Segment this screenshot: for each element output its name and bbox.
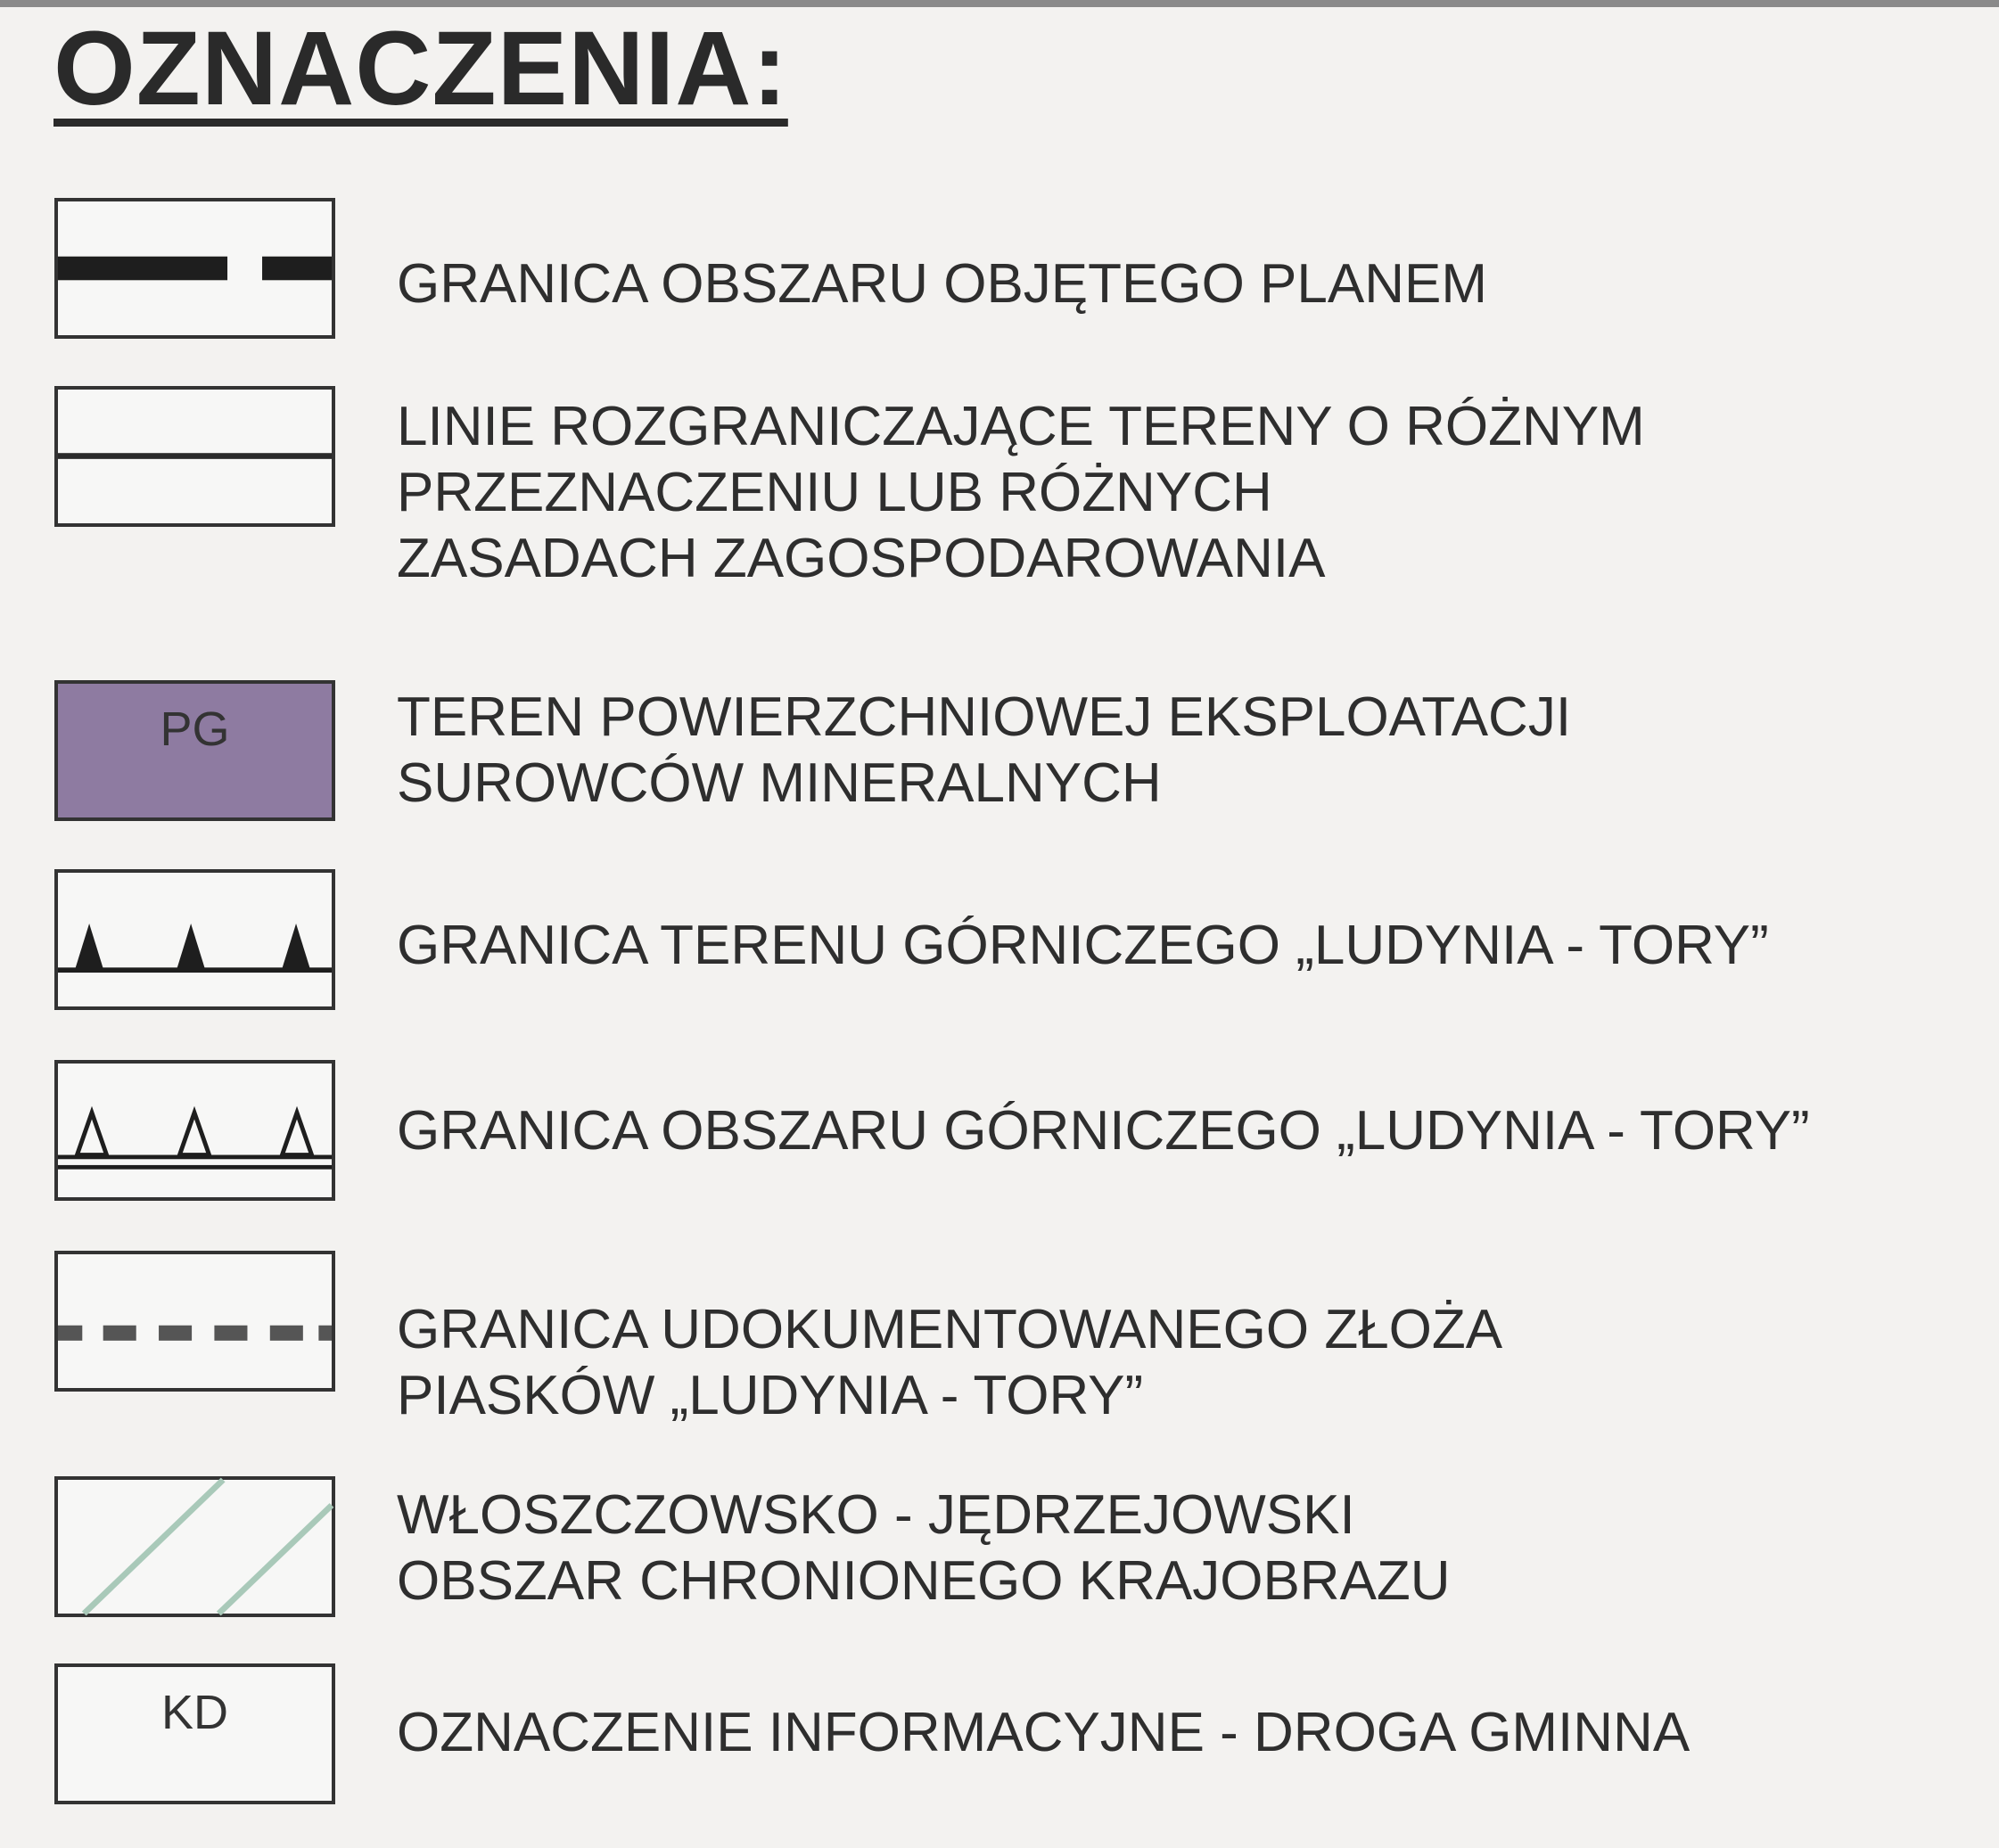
legend-item-mining-terrain	[397, 913, 1769, 979]
thick-dashed-line-icon	[58, 201, 332, 335]
legend-item-plan-boundary	[397, 251, 1487, 317]
legend-item-line: WŁOSZCZOWSKO - JĘDRZEJOWSKI	[397, 1484, 1355, 1546]
legend-item-protected-landscape	[397, 1483, 1451, 1614]
legend-item-line: GRANICA OBSZARU OBJĘTEGO PLANEM	[397, 253, 1488, 315]
diagonal-hatch-icon	[58, 1480, 332, 1614]
deposit-boundary-symbol	[54, 1251, 335, 1392]
legend-item-line: GRANICA TERENU GÓRNICZEGO „LUDYNIA - TORY”	[397, 915, 1769, 976]
surface-mining-symbol	[54, 680, 335, 821]
legend-item-dividing-lines	[397, 394, 1645, 592]
gray-dashed-line-icon	[58, 1254, 332, 1388]
outline-triangles-line-icon	[58, 1064, 332, 1197]
legend-item-line: ZASADACH ZAGOSPODAROWANIA	[397, 528, 1326, 589]
legend-item-line: GRANICA UDOKUMENTOWANEGO ZŁOŻA	[397, 1299, 1503, 1360]
legend-item-line: OZNACZENIE INFORMACYJNE - DROGA GMINNA	[397, 1702, 1691, 1763]
legend-item-line: GRANICA OBSZARU GÓRNICZEGO „LUDYNIA - TORY”	[397, 1100, 1810, 1162]
top-border	[0, 0, 1999, 7]
legend-item-municipal-road	[397, 1700, 1690, 1766]
pg-code: PG	[160, 702, 230, 756]
legend-item-line: LINIE ROZGRANICZAJĄCE TERENY O RÓŻNYM	[397, 396, 1645, 457]
filled-triangles-line-icon	[58, 873, 332, 1006]
legend-item-line: TEREN POWIERZCHNIOWEJ EKSPLOATACJI	[397, 686, 1572, 748]
protected-landscape-symbol	[54, 1476, 335, 1617]
legend-item-line: PIASKÓW „LUDYNIA - TORY”	[397, 1365, 1144, 1426]
thin-solid-line-icon	[58, 390, 332, 523]
mining-area-boundary-symbol	[54, 1060, 335, 1201]
kd-code: KD	[160, 1686, 228, 1739]
legend-item-line: OBSZAR CHRONIONEGO KRAJOBRAZU	[397, 1550, 1451, 1612]
legend-item-mining-area	[397, 1098, 1810, 1164]
legend-item-deposit-boundary	[397, 1297, 1502, 1429]
dividing-lines-symbol	[54, 386, 335, 527]
plan-boundary-symbol	[54, 198, 335, 339]
legend-item-line: PRZEZNACZENIU LUB RÓŻNYCH	[397, 462, 1272, 523]
municipal-road-symbol	[54, 1663, 335, 1804]
mining-terrain-boundary-symbol	[54, 869, 335, 1010]
legend-item-line: SUROWCÓW MINERALNYCH	[397, 752, 1162, 814]
legend-item-surface-mining	[397, 685, 1571, 817]
legend-title: OZNACZENIA:	[53, 10, 788, 127]
